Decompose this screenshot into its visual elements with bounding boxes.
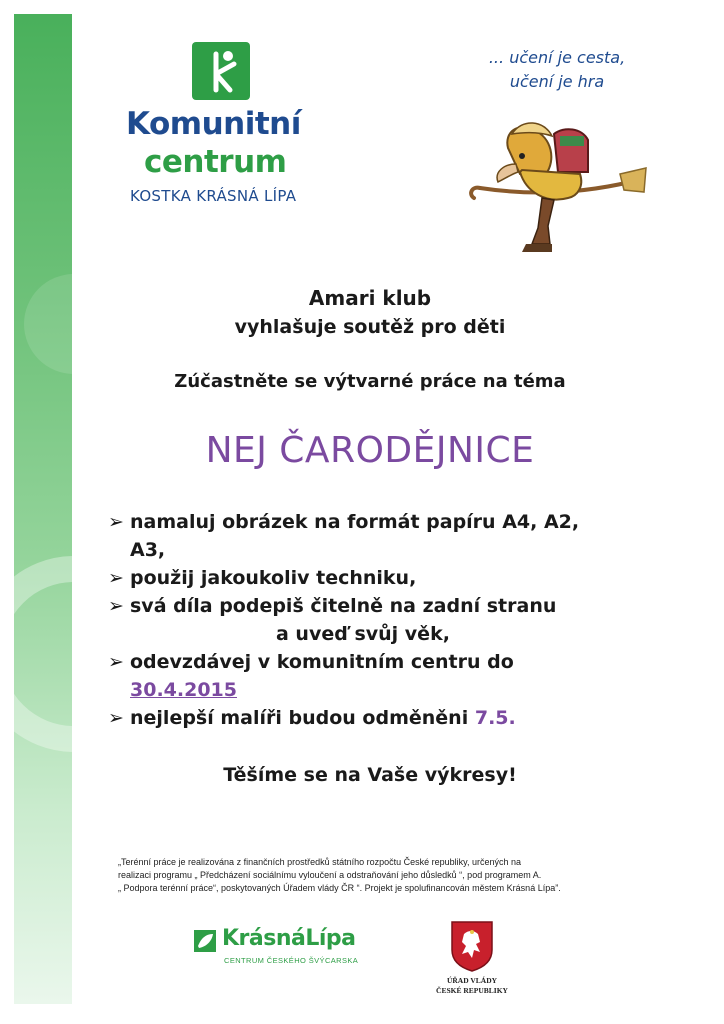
arrow-bullet-icon: ➢ (108, 707, 124, 729)
rule-item-award (108, 704, 628, 732)
arrow-bullet-icon: ➢ (108, 651, 124, 673)
arrow-bullet-icon: ➢ (108, 511, 124, 533)
logo-figure-icon (192, 42, 250, 100)
rules-list (108, 508, 628, 732)
rule-item-deadline (108, 648, 628, 704)
rule-deadline-text: odevzdávej v komunitním centru do (130, 651, 514, 673)
rule-format-line-2: A3, (130, 539, 166, 561)
footnote-line-1: „Terénní práce je realizována z finančních prostředků státního rozpočtu České republiky, určených na (118, 857, 522, 867)
bar-decoration (14, 14, 72, 1004)
rule-technique-text: použij jakoukoliv techniku, (130, 567, 417, 589)
witch-illustration (460, 112, 650, 262)
motto-line-1: ... učení je cesta, (488, 48, 626, 67)
contest-headline: NEJ ČARODĚJNICE (205, 430, 535, 471)
theme-intro: Zúčastněte se výtvarné práce na téma (174, 371, 566, 392)
government-office-line-1: ÚŘAD VLÁDY (446, 976, 498, 985)
czech-lion-shield-icon (450, 920, 494, 972)
government-office-logo (430, 920, 514, 1000)
motto (462, 46, 652, 94)
logo-word-centrum: centrum (144, 144, 287, 180)
footnote-line-2: realizaci programu „ Předcházení sociálnímu vyloučení a odstraňování jeho důsledků “, pod programem A. (118, 870, 542, 880)
rule-signature-line-1: svá díla podepiš čitelně na zadní stranu (130, 595, 557, 617)
deadline-date: 30.4.2015 (130, 679, 237, 701)
announcement: vyhlašuje soutěž pro děti (234, 316, 506, 338)
rule-item-technique (108, 564, 628, 592)
logo-subtitle: KOSTKA KRÁSNÁ LÍPA (130, 187, 297, 205)
krasna-lipa-subtitle: CENTRUM ČESKÉHO ŠVÝCARSKA (224, 956, 359, 965)
footnote-line-3: „ Podpora terénní práce“, poskytovaných Úřadem vlády ČR “. Projekt je spolufinancován městem Krásná Lípa”. (118, 883, 561, 893)
krasna-lipa-logo (192, 926, 362, 972)
arrow-bullet-icon: ➢ (108, 595, 124, 617)
rule-item-format (108, 508, 628, 564)
rule-award-text: nejlepší malíři budou odměněni (130, 707, 469, 729)
award-date: 7.5. (474, 707, 516, 729)
krasna-lipa-name: KrásnáLípa (222, 926, 356, 951)
rule-signature-line-2: a uveď svůj věk, (276, 623, 450, 645)
arrow-bullet-icon: ➢ (108, 567, 124, 589)
rule-item-signature (108, 592, 628, 648)
government-office-line-2: ČESKÉ REPUBLIKY (436, 986, 508, 995)
left-green-bar (14, 14, 72, 1004)
motto-line-2: učení je hra (509, 72, 605, 91)
krasna-lipa-mark-icon (194, 930, 216, 952)
closing-line: Těšíme se na Vaše výkresy! (223, 764, 517, 786)
club-name: Amari klub (308, 286, 432, 310)
logo-word-komunitni: Komunitní (126, 106, 301, 142)
community-center-logo (126, 40, 346, 220)
rule-format-line-1: namaluj obrázek na formát papíru A4, A2, (130, 511, 580, 533)
funding-footnote (118, 856, 648, 895)
